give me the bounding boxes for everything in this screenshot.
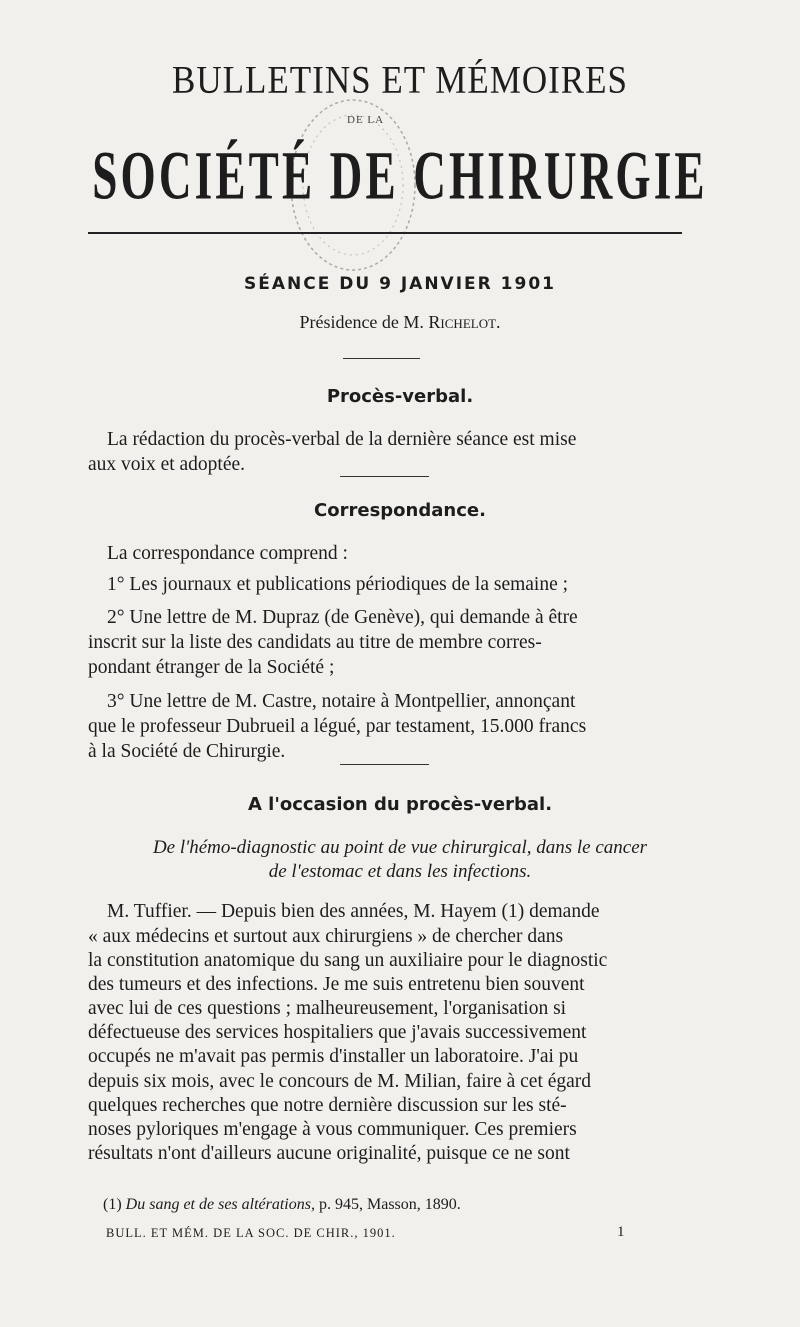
correspondance-item-2-line-3: pondant étranger de la Société ;: [88, 657, 335, 678]
correspondance-item-3-line-3: à la Société de Chirurgie.: [88, 741, 286, 762]
body-line: défectueuse des services hospitaliers que j'avais successivement: [88, 1022, 587, 1043]
society-title: SOCIÉTÉ DE CHIRURGIE: [92, 137, 708, 214]
session-heading: SÉANCE DU 9 JANVIER 1901: [244, 274, 556, 294]
separator-rule: [340, 476, 429, 477]
footnote-mark: (1): [103, 1196, 122, 1213]
body-line: depuis six mois, avec le concours de M. Milian, faire à cet égard: [88, 1071, 592, 1092]
presidence-prefix: Présidence de M.: [299, 312, 424, 332]
proces-verbal-line-2: aux voix et adoptée.: [88, 454, 246, 475]
journal-title: BULLETINS ET MÉMOIRES: [172, 57, 628, 102]
running-footer: BULL. ET MÉM. DE LA SOC. DE CHIR., 1901.: [106, 1226, 396, 1240]
body-line: avec lui de ces questions ; malheureusement, l'organisation si: [88, 998, 567, 1019]
page-number: 1: [617, 1224, 625, 1240]
correspondance-item-3-line-2: que le professeur Dubrueil a légué, par testament, 15.000 francs: [88, 716, 587, 737]
article-subtitle-line-2: de l'estomac et dans les infections.: [268, 861, 532, 882]
body-line: noses pyloriques m'engage à vous communiquer. Ces premiers: [88, 1119, 577, 1140]
section-heading-proces-verbal: Procès-verbal.: [326, 386, 474, 407]
correspondance-item-2-line-1: 2° Une lettre de M. Dupraz (de Genève), qui demande à être: [107, 607, 578, 628]
separator-rule: [340, 764, 429, 765]
body-line: résultats n'ont d'ailleurs aucune originalité, puisque ce ne sont: [88, 1143, 570, 1164]
stamp-text: DE LA: [347, 114, 385, 126]
body-line: occupés ne m'avait pas permis d'installer un laboratoire. J'ai pu: [88, 1046, 579, 1067]
correspondance-item-2-line-2: inscrit sur la liste des candidats au titre de membre corres-: [88, 632, 542, 653]
correspondance-item-3-line-1: 3° Une lettre de M. Castre, notaire à Montpellier, annonçant: [107, 691, 576, 712]
body-line: « aux médecins et surtout aux chirurgiens » de chercher dans: [88, 926, 564, 947]
footnote-rest: p. 945, Masson, 1890.: [314, 1196, 461, 1213]
proces-verbal-line-1: La rédaction du procès-verbal de la dernière séance est mise: [107, 429, 577, 450]
body-line: M. Tuffier. — Depuis bien des années, M. Hayem (1) demande: [107, 901, 600, 922]
correspondance-intro: La correspondance comprend :: [107, 543, 348, 564]
body-line: la constitution anatomique du sang un auxiliaire pour le diagnostic: [88, 950, 608, 971]
section-heading-occasion: A l'occasion du procès-verbal.: [247, 794, 553, 815]
title-rule: [88, 232, 682, 234]
president-name: Richelot.: [428, 312, 501, 332]
correspondance-item-1: 1° Les journaux et publications périodiques de la semaine ;: [107, 574, 569, 595]
body-line: des tumeurs et des infections. Je me suis entretenu bien souvent: [88, 974, 585, 995]
presidence-line: [0, 312, 800, 333]
separator-rule: [343, 358, 420, 359]
body-line: quelques recherches que notre dernière discussion sur les sté-: [88, 1095, 567, 1116]
section-heading-correspondance: Correspondance.: [314, 500, 486, 521]
article-subtitle-line-1: De l'hémo-diagnostic au point de vue chirurgical, dans le cancer: [152, 837, 648, 858]
footnote: [103, 1196, 461, 1214]
footnote-title: Du sang et de ses altérations,: [125, 1196, 315, 1213]
